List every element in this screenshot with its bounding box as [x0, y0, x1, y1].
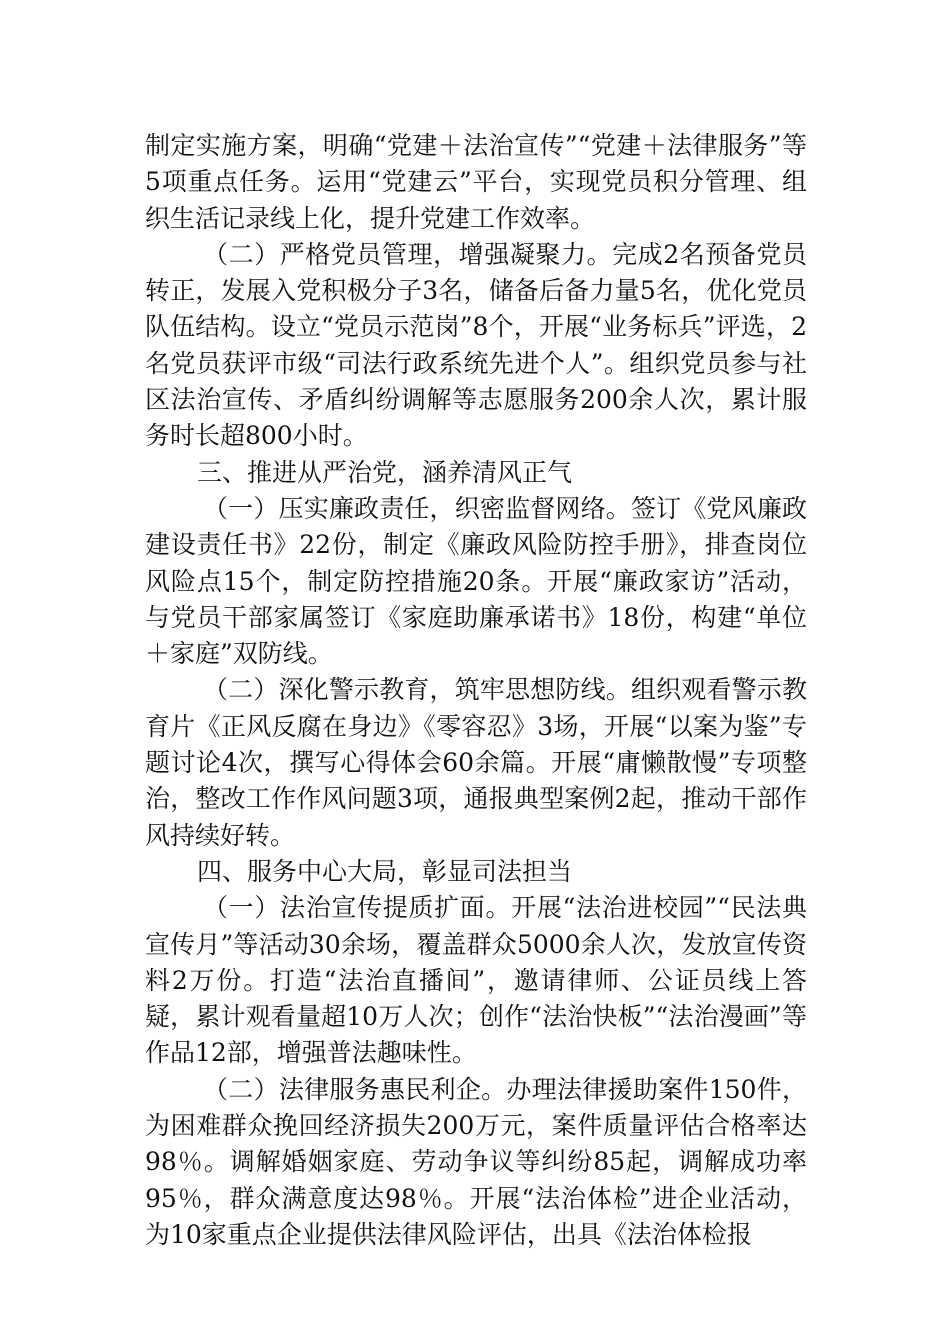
paragraph-integrity-responsibility: （一）压实廉政责任，织密监督网络。签订《党风廉政建设责任书》22份，制定《廉政风险防控手册》，排查岗位风险点15个，制定防控措施20条。开展“廉政家访”活动，与党员干部家属签订《家庭助廉承诺书》18份，构建“单位＋家庭”双防线。 [145, 493, 807, 669]
paragraph-continued: 制定实施方案，明确“党建＋法治宣传”“党建＋法律服务”等5项重点任务。运用“党建云”平台，实现党员积分管理、组织生活记录线上化，提升党建工作效率。 [145, 131, 807, 233]
paragraph-party-member-management: （二）严格党员管理，增强凝聚力。完成2名预备党员转正，发展入党积极分子3名，储备后备力量5名，优化党员队伍结构。设立“党员示范岗”8个，开展“业务标兵”评选，2名党员获评市级“司法行政系统先进个人”。组织党员参与社区法治宣传、矛盾纠纷调解等志愿服务200余人次，累计服务时长超800小时。 [145, 239, 807, 451]
paragraph-legal-services: （二）法律服务惠民利企。办理法律援助案件150件，为困难群众挽回经济损失200万元，案件质量评估合格率达98％。调解婚姻家庭、劳动争议等纠纷85起，调解成功率95％，群众满意度达98％。开展“法治体检”进企业活动，为10家重点企业提供法律风险评估，出具《法治体检报 [145, 1074, 807, 1249]
paragraph-warning-education: （二）深化警示教育，筑牢思想防线。组织观看警示教育片《正风反腐在身边》《零容忍》3场，开展“以案为鉴”专题讨论4次，撰写心得体会60余篇。开展“庸懒散慢”专项整治，整改工作作风问题3项，通报典型案例2起，推动干部作风持续好转。 [145, 675, 807, 850]
document-body [145, 128, 807, 1253]
section-heading-4: 四、服务中心大局，彰显司法担当 [197, 856, 573, 886]
paragraph-legal-publicity: （一）法治宣传提质扩面。开展“法治进校园”“民法典宣传月”等活动30余场，覆盖群众5000余人次，发放宣传资料2万份。打造“法治直播间”，邀请律师、公证员线上答疑，累计观看量超10万人次；创作“法治快板”“法治漫画”等作品12部，增强普法趣味性。 [145, 893, 807, 1068]
section-heading-3: 三、推进从严治党，涵养清风正气 [197, 457, 573, 487]
